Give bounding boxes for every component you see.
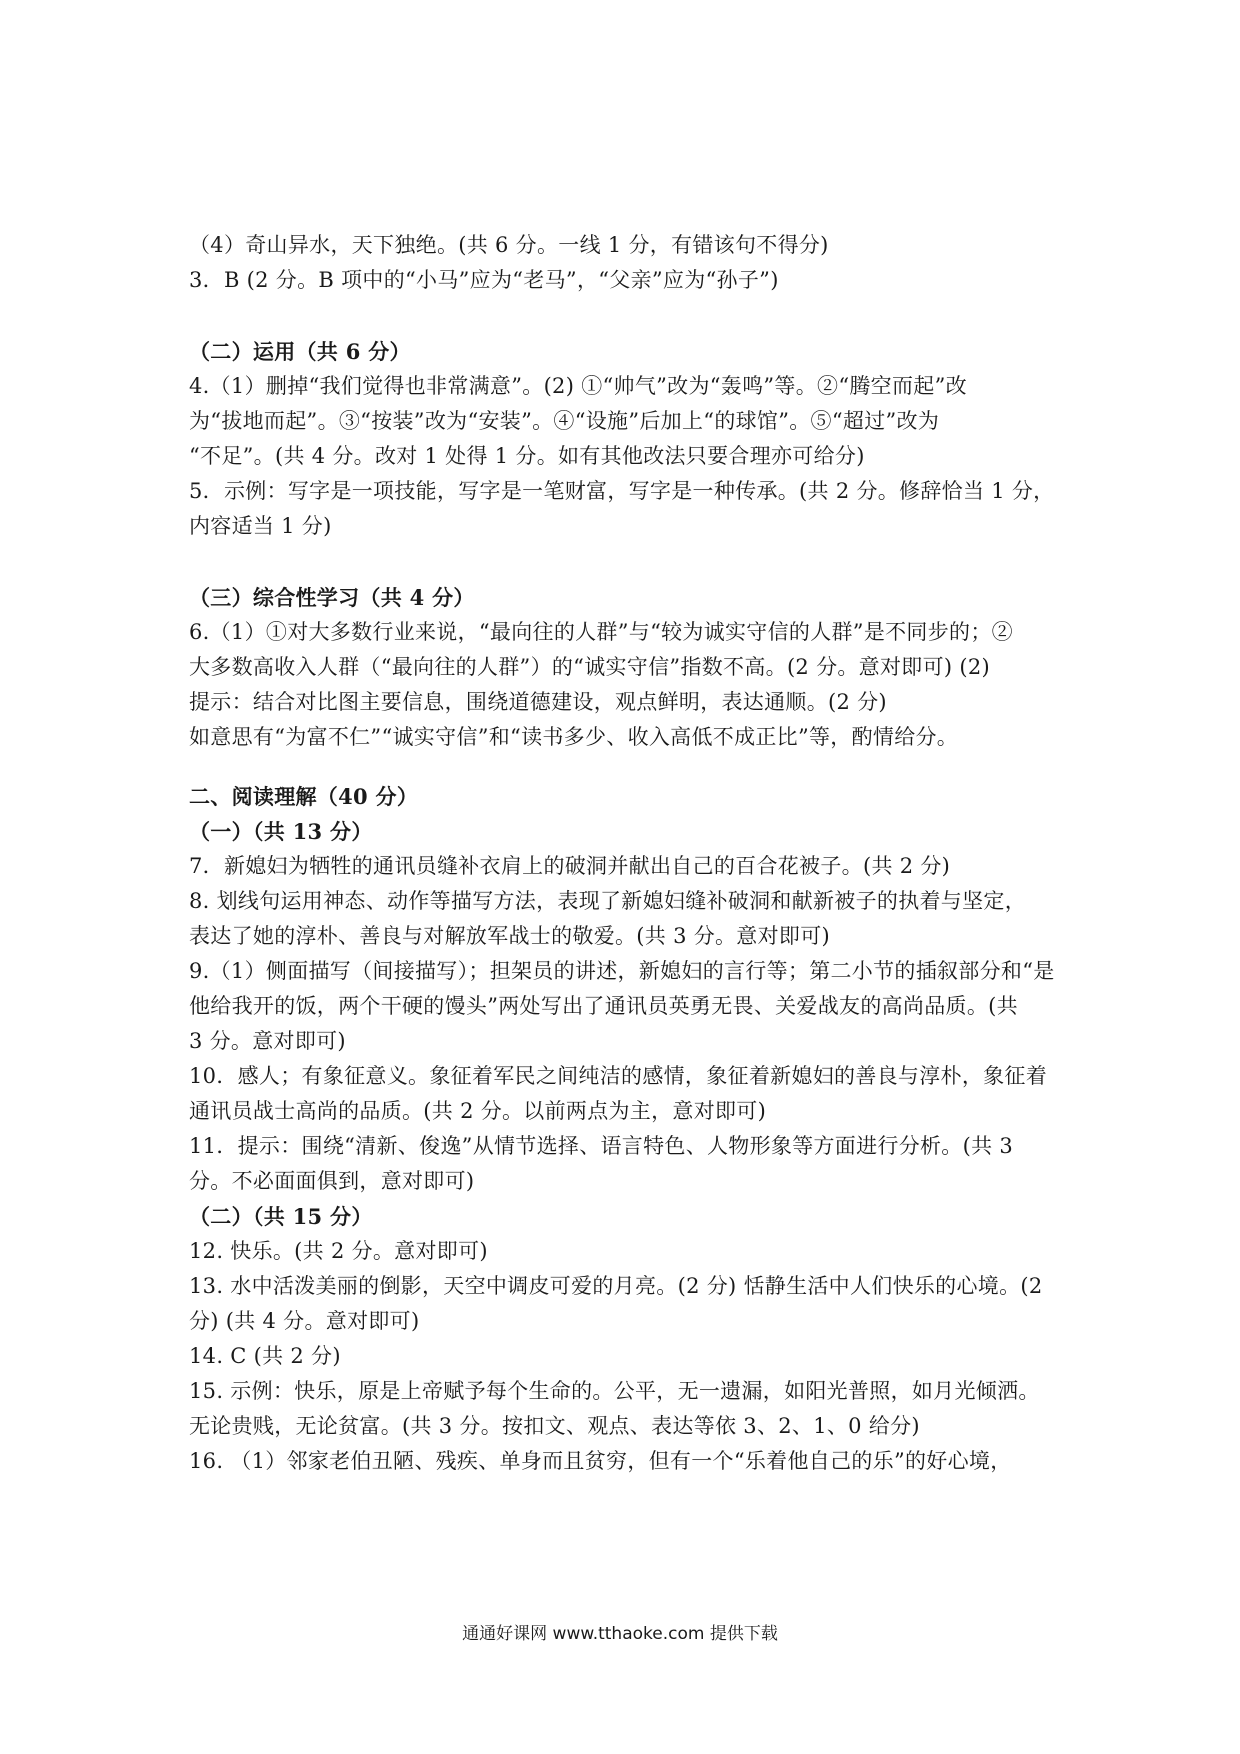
answer-line: 6.（1）①对大多数行业来说，“最向往的人群”与“较为诚实守信的人群”是不同步的；② (189, 620, 1013, 644)
section-heading: 二、阅读理解（40 分） (189, 784, 419, 809)
section-heading: （二）运用（共 6 分） (189, 339, 411, 364)
answer-line: 3．B (2 分。B 项中的“小马”应为“老马”，“父亲”应为“孙子”) (189, 268, 779, 292)
answer-line: 分) (共 4 分。意对即可) (189, 1309, 420, 1333)
answer-line: 4.（1）删掉“我们觉得也非常满意”。(2) ①“帅气”改为“轰鸣”等。②“腾空而起”改 (189, 374, 967, 398)
answer-line: 他给我开的饭，两个干硬的馒头”两处写出了通讯员英勇无畏、关爱战友的高尚品质。(共 (189, 994, 1018, 1018)
subsection-heading: （二）（共 15 分） (189, 1204, 373, 1229)
answer-line: 15. 示例：快乐，原是上帝赋予每个生命的。公平，无一遗漏，如阳光普照，如月光倾洒。 (189, 1379, 1040, 1403)
answer-line: 10．感人；有象征意义。象征着军民之间纯洁的感情，象征着新媳妇的善良与淳朴，象征着 (189, 1064, 1048, 1088)
answer-line: 无论贵贱，无论贫富。(共 3 分。按扣文、观点、表达等依 3、2、1、0 给分) (189, 1414, 920, 1438)
answer-line: （4）奇山异水，天下独绝。(共 6 分。一线 1 分，有错该句不得分) (189, 233, 829, 257)
answer-line: “不足”。(共 4 分。改对 1 处得 1 分。如有其他改法只要合理亦可给分) (189, 444, 865, 468)
answer-line: 16. （1）邻家老伯丑陋、残疾、单身而且贫穷，但有一个“乐着他自己的乐”的好心境， (189, 1449, 1012, 1473)
answer-line: 8. 划线句运用神态、动作等描写方法，表现了新媳妇缝补破洞和献新被子的执着与坚定， (189, 889, 1027, 913)
section-heading: （三）综合性学习（共 4 分） (189, 585, 475, 610)
answer-line: 11．提示：围绕“清新、俊逸”从情节选择、语言特色、人物形象等方面进行分析。(共 3 (189, 1134, 1014, 1158)
download-footer: 通通好课网 www.tthaoke.com 提供下载 (462, 1624, 778, 1644)
answer-line: 内容适当 1 分) (189, 514, 332, 538)
answer-line: 大多数高收入人群（“最向往的人群”）的“诚实守信”指数不高。(2 分。意对即可) (2) (189, 655, 990, 679)
answer-line: 为“拔地而起”。③“按装”改为“安装”。④“设施”后加上“的球馆”。⑤“超过”改为 (189, 409, 940, 433)
answer-key-content (189, 228, 1061, 1479)
answer-line: 5．示例：写字是一项技能，写字是一笔财富，写字是一种传承。(共 2 分。修辞恰当 1 分， (189, 479, 1055, 503)
answer-line: 提示：结合对比图主要信息，围绕道德建设，观点鲜明，表达通顺。(2 分) (189, 690, 887, 714)
answer-line: 3 分。意对即可) (189, 1029, 346, 1053)
answer-line: 12. 快乐。(共 2 分。意对即可) (189, 1239, 488, 1263)
answer-line: 分。不必面面俱到，意对即可) (189, 1169, 475, 1193)
answer-line: 13. 水中活泼美丽的倒影，天空中调皮可爱的月亮。(2 分) 恬静生活中人们快乐的心境。(2 (189, 1274, 1043, 1298)
subsection-heading: （一）（共 13 分） (189, 819, 373, 844)
answer-line: 14. C (共 2 分) (189, 1344, 341, 1368)
answer-line: 如意思有“为富不仁”“诚实守信”和“读书多少、收入高低不成正比”等，酌情给分。 (189, 725, 959, 749)
answer-line: 7．新媳妇为牺牲的通讯员缝补衣肩上的破洞并献出自己的百合花被子。(共 2 分) (189, 854, 951, 878)
answer-line: 通讯员战士高尚的品质。(共 2 分。以前两点为主，意对即可) (189, 1099, 767, 1123)
answer-line: 9.（1）侧面描写（间接描写）；担架员的讲述，新媳妇的言行等；第二小节的插叙部分和“是 (189, 959, 1055, 983)
answer-line: 表达了她的淳朴、善良与对解放军战士的敬爱。(共 3 分。意对即可) (189, 924, 830, 948)
